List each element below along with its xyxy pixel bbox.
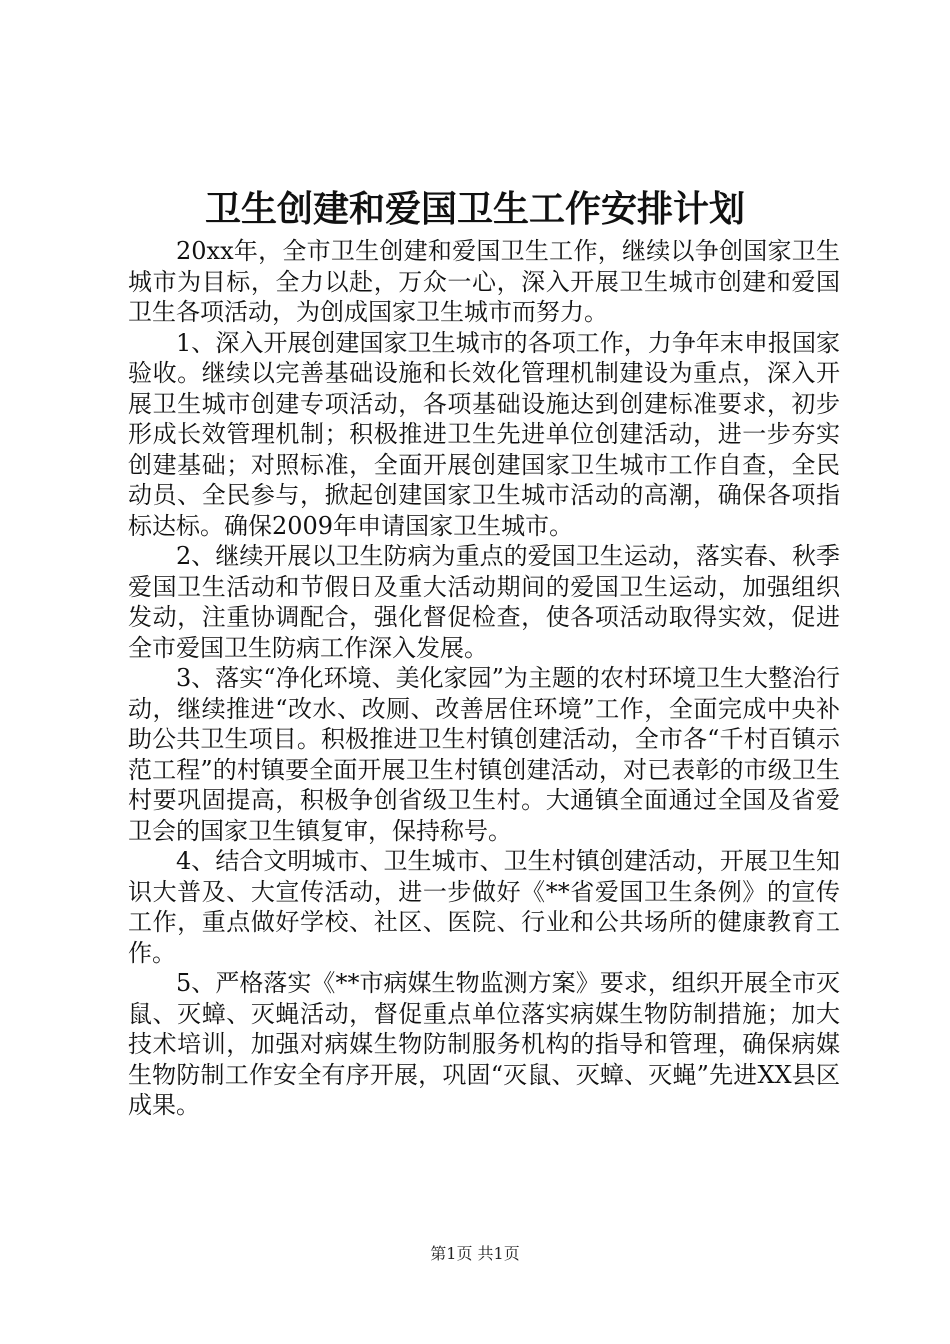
paragraph-item-4: 4、结合文明城市、卫生城市、卫生村镇创建活动，开展卫生知识大普及、大宣传活动，进一步做好《**省爱国卫生条例》的宣传工作，重点做好学校、社区、医院、行业和公共场所的健康教育工作。	[128, 847, 840, 967]
paragraph-item-3: 3、落实“净化环境、美化家园”为主题的农村环境卫生大整治行动，继续推进“改水、改厕、改善居住环境”工作，全面完成中央补助公共卫生项目。积极推进卫生村镇创建活动，全市各“千村百镇示范工程”的村镇要全面开展卫生村镇创建活动，对已表彰的市级卫生村要巩固提高，积极争创省级卫生村。大通镇全面通过全国及省爱卫会的国家卫生镇复审，保持称号。	[128, 664, 840, 845]
document-body	[128, 236, 840, 1121]
paragraph-intro: 20xx年，全市卫生创建和爱国卫生工作，继续以争创国家卫生城市为目标，全力以赴，万众一心，深入开展卫生城市创建和爱国卫生各项活动，为创成国家卫生城市而努力。	[128, 237, 840, 326]
paragraph-item-5: 5、严格落实《**市病媒生物监测方案》要求，组织开展全市灭鼠、灭蟑、灭蝇活动，督促重点单位落实病媒生物防制措施；加大技术培训，加强对病媒生物防制服务机构的指导和管理，确保病媒生物防制工作安全有序开展，巩固“灭鼠、灭蟑、灭蝇”先进XX县区成果。	[128, 969, 840, 1119]
document-title: 卫生创建和爱国卫生工作安排计划	[204, 188, 745, 230]
page-footer: 第1页 共1页	[430, 1244, 520, 1263]
paragraph-item-1: 1、深入开展创建国家卫生城市的各项工作，力争年末申报国家验收。继续以完善基础设施和长效化管理机制建设为重点，深入开展卫生城市创建专项活动，各项基础设施达到创建标准要求，初步形成长效管理机制；积极推进卫生先进单位创建活动，进一步夯实创建基础；对照标准，全面开展创建国家卫生城市工作自查，全民动员、全民参与，掀起创建国家卫生城市活动的高潮，确保各项指标达标。确保2009年申请国家卫生城市。	[128, 328, 840, 540]
paragraph-item-2: 2、继续开展以卫生防病为重点的爱国卫生运动，落实春、秋季爱国卫生活动和节假日及重大活动期间的爱国卫生运动，加强组织发动，注重协调配合，强化督促检查，使各项活动取得实效，促进全市爱国卫生防病工作深入发展。	[128, 542, 840, 662]
